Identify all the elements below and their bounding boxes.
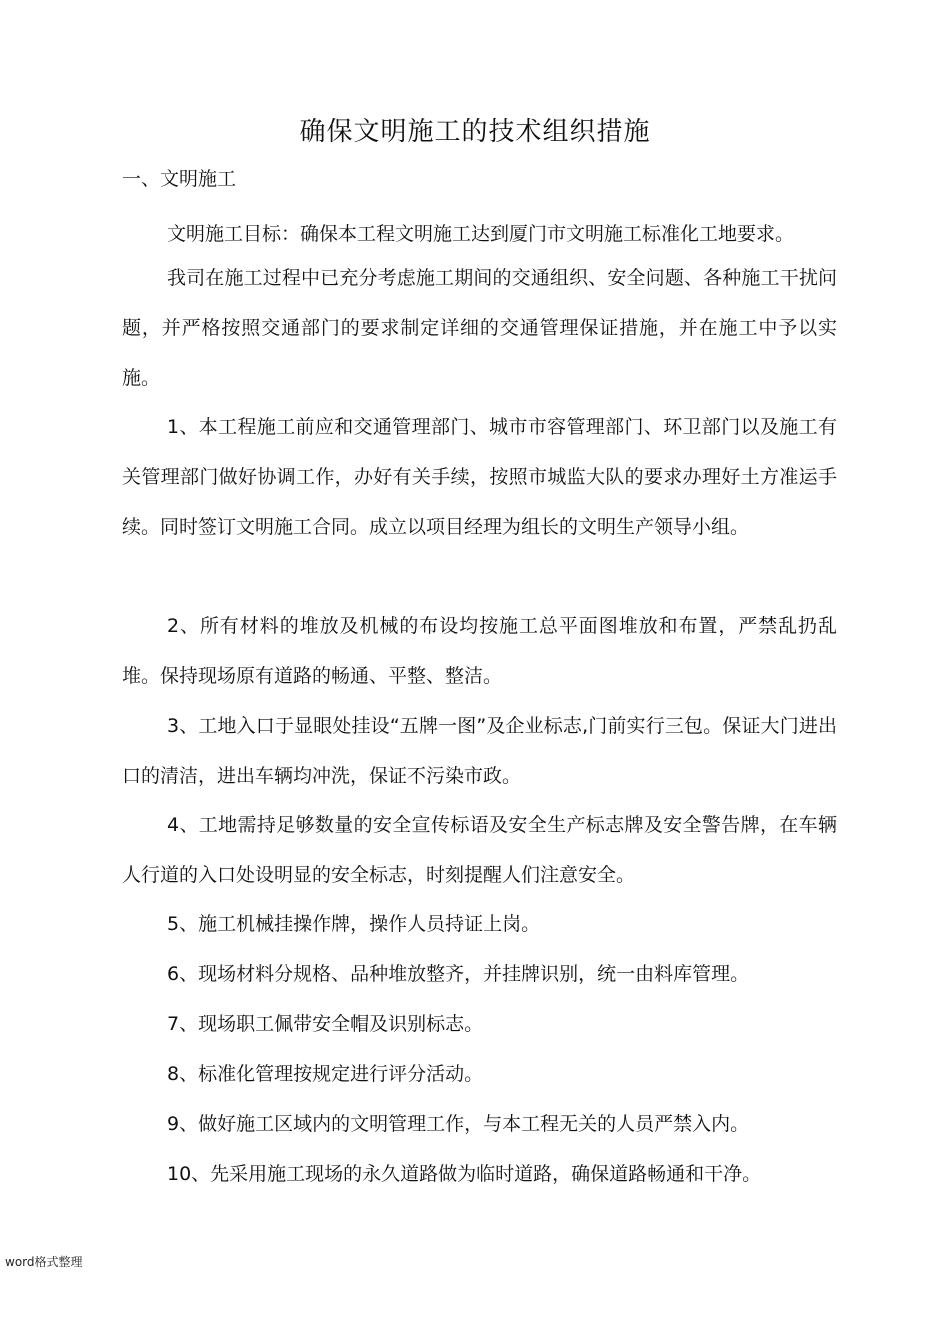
section-heading: 一、文明施工 xyxy=(122,168,237,190)
list-item: 4、工地需持足够数量的安全宣传标语及安全生产标志牌及安全警告牌，在车辆人行道的入口处设明显的安全标志，时刻提醒人们注意安全。 xyxy=(122,814,837,886)
list-item: 10、先采用施工现场的永久道路做为临时道路，确保道路畅通和干净。 xyxy=(167,1163,762,1185)
list-item: 2、所有材料的堆放及机械的布设均按施工总平面图堆放和布置，严禁乱扔乱堆。保持现场原有道路的畅通、平整、整洁。 xyxy=(122,615,837,687)
intro-paragraph: 我司在施工过程中已充分考虑施工期间的交通组织、安全问题、各种施工干扰问题，并严格按照交通部门的要求制定详细的交通管理保证措施，并在施工中予以实施。 xyxy=(122,267,837,389)
list-item: 1、本工程施工前应和交通管理部门、城市市容管理部门、环卫部门以及施工有关管理部门做好协调工作，办好有关手续，按照市城监大队的要求办理好土方准运手续。同时签订文明施工合同。成立以项目经理为组长的文明生产领导小组。 xyxy=(122,416,837,538)
list-item: 7、现场职工佩带安全帽及识别标志。 xyxy=(167,1013,484,1035)
list-item: 8、标准化管理按规定进行评分活动。 xyxy=(167,1063,484,1085)
list-item: 6、现场材料分规格、品种堆放整齐，并挂牌识别，统一由料库管理。 xyxy=(167,963,750,985)
list-item: 3、工地入口于显眼处挂设“五牌一图”及企业标志,门前实行三包。保证大门进出口的清洁，进出车辆均冲洗，保证不污染市政。 xyxy=(122,715,837,787)
document-title: 确保文明施工的技术组织措施 xyxy=(299,117,651,147)
goal-paragraph: 文明施工目标：确保本工程文明施工达到厦门市文明施工标准化工地要求。 xyxy=(167,223,795,245)
list-item: 9、做好施工区域内的文明管理工作，与本工程无关的人员严禁入内。 xyxy=(167,1113,750,1135)
list-item: 5、施工机械挂操作牌，操作人员持证上岗。 xyxy=(167,913,541,935)
footer-note: word格式整理 xyxy=(5,1255,83,1269)
